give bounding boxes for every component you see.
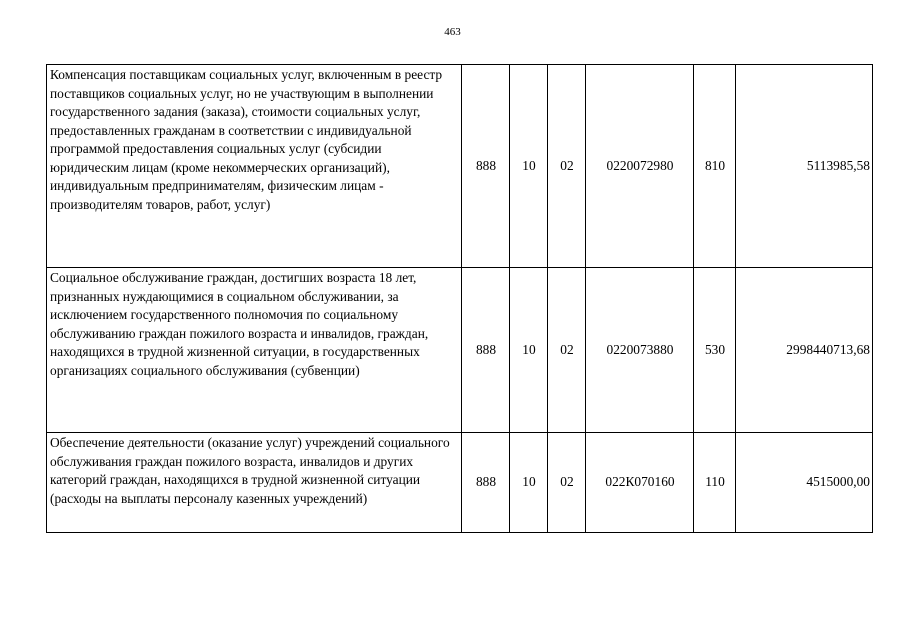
amount-cell: 4515000,00	[736, 433, 873, 533]
target-article-cell: 0220073880	[586, 268, 694, 433]
page-number: 463	[444, 26, 461, 38]
amount-cell: 5113985,58	[736, 65, 873, 268]
subsection-code-cell: 02	[548, 65, 586, 268]
target-article-cell: 0220072980	[586, 65, 694, 268]
expense-name-cell: Социальное обслуживание граждан, достигших возраста 18 лет, признанных нуждающимися в социальном обслуживании, за исключением государственного полномочия по социальному обслуживанию граждан пожилого возраста и инвалидов, граждан, находящихся в трудной жизненной ситуации, в государственных организациях социального обслуживания (субвенции)	[47, 268, 462, 433]
section-code-cell: 10	[510, 268, 548, 433]
subsection-code-cell: 02	[548, 433, 586, 533]
section-code-cell: 10	[510, 65, 548, 268]
table-row	[47, 65, 873, 268]
expense-name-cell: Обеспечение деятельности (оказание услуг) учреждений социального обслуживания граждан пожилого возраста, инвалидов и других категорий граждан, находящихся в трудной жизненной ситуации (расходы на выплаты персоналу казенных учреждений)	[47, 433, 462, 533]
budget-table	[46, 64, 873, 533]
subsection-code-cell: 02	[548, 268, 586, 433]
expense-name-cell: Компенсация поставщикам социальных услуг, включенным в реестр поставщиков социальных услуг, но не участвующим в выполнении государственного задания (заказа), стоимости социальных услуг, предоставленных гражданам в соответствии с индивидуальной программой предоставления социальных услуг (субсидии юридическим лицам (кроме некоммерческих организаций), индивидуальным предпринимателям, физическим лицам - производителям товаров, работ, услуг)	[47, 65, 462, 268]
target-article-cell: 022К070160	[586, 433, 694, 533]
section-code-cell: 10	[510, 433, 548, 533]
table-row	[47, 268, 873, 433]
amount-cell: 2998440713,68	[736, 268, 873, 433]
table-row	[47, 433, 873, 533]
expense-type-cell: 530	[694, 268, 736, 433]
expense-type-cell: 110	[694, 433, 736, 533]
ministry-code-cell: 888	[462, 433, 510, 533]
ministry-code-cell: 888	[462, 65, 510, 268]
ministry-code-cell: 888	[462, 268, 510, 433]
expense-type-cell: 810	[694, 65, 736, 268]
